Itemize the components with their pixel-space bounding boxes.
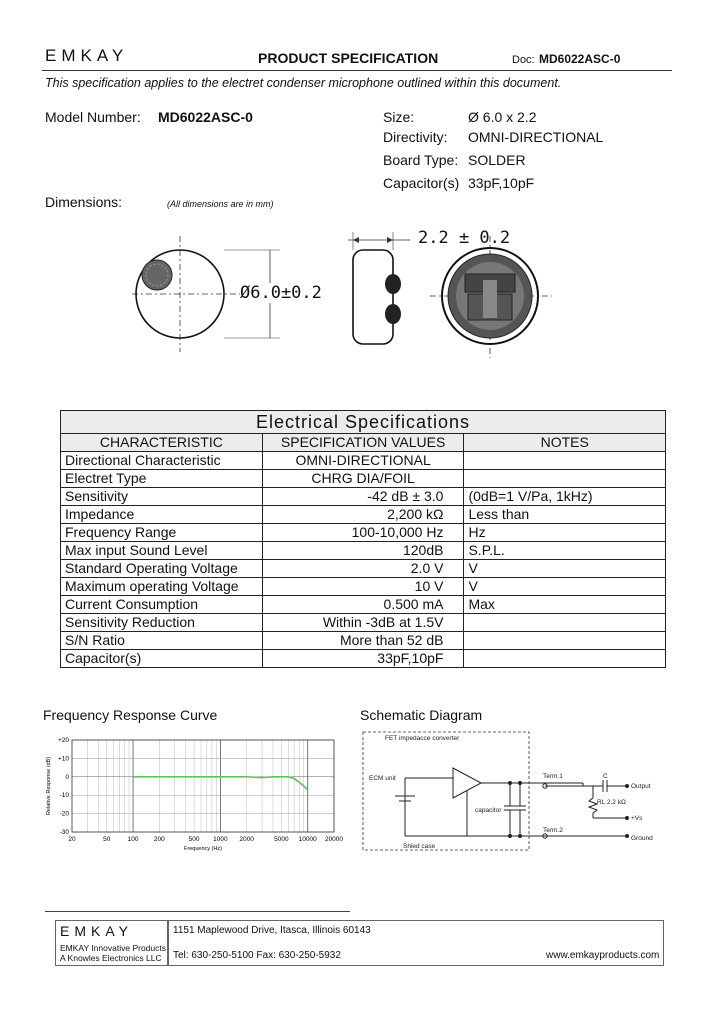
row-note: Hz [464,524,666,542]
spec-value-board: SOLDER [468,152,526,168]
x-tick-label: 500 [188,836,200,843]
row-characteristic: Max input Sound Level [61,542,263,560]
row-characteristic: Capacitor(s) [61,650,263,668]
doc-number: MD6022ASC-0 [539,52,621,66]
footer-website[interactable]: www.emkayproducts.com [546,950,660,961]
x-tick-label: 5000 [274,836,289,843]
row-characteristic: Directional Characteristic [61,452,263,470]
doc-label: Doc: [512,54,535,66]
row-value: Within -3dB at 1.5V [262,614,464,632]
c-label: C [603,773,608,780]
chart-ylabel: Relative Response (dB) [46,756,52,816]
row-value: CHRG DIA/FOIL [262,470,464,488]
schematic-title: Schematic Diagram [360,707,483,723]
mic-back-view [430,236,552,358]
spec-value-capacitors: 33pF,10pF [468,175,535,191]
electrical-spec-table [60,410,666,668]
x-tick-label: 1000 [213,836,228,843]
row-value: 33pF,10pF [262,650,464,668]
y-tick-label: 0 [65,773,69,781]
intro-text: This specification applies to the electret condenser microphone outlined within this document. [45,76,562,90]
row-characteristic: S/N Ratio [61,632,263,650]
x-tick-label: 10000 [298,836,317,843]
row-characteristic: Standard Operating Voltage [61,560,263,578]
col-header-notes: NOTES [464,434,666,452]
spec-key-directivity: Directivity: [383,129,448,145]
shield-case-box [363,732,529,850]
schematic-diagram [355,728,675,856]
table-row [61,560,666,578]
x-tick-label: 50 [103,836,111,843]
table-row [61,614,666,632]
row-note: V [464,578,666,596]
footer-line2: A Knowles Electronics LLC [60,953,162,963]
row-value: -42 dB ± 3.0 [262,488,464,506]
row-characteristic: Impedance [61,506,263,524]
row-characteristic: Frequency Range [61,524,263,542]
x-tick-label: 20000 [324,836,344,843]
x-tick-label: 2000 [239,836,254,843]
footer-rule [45,911,350,912]
plot-frame [72,740,334,832]
row-note [464,470,666,488]
row-note [464,452,666,470]
ecm-label: ECM unit [369,775,396,782]
row-value: 0.500 mA [262,596,464,614]
output-label: Output [631,783,651,790]
dimensions-label: Dimensions: [45,194,123,210]
row-characteristic: Sensitivity Reduction [61,614,263,632]
y-tick-label: -20 [59,810,69,818]
footer-address: 1151 Maplewood Drive, Itasca, Illinois 60143 [173,925,371,936]
dimensions-note: (All dimensions are in mm) [167,199,274,209]
row-note [464,650,666,668]
row-value: 2,200 kΩ [262,506,464,524]
page-title: PRODUCT SPECIFICATION [258,50,439,66]
term2-label: Term.2 [543,827,563,834]
table-row [61,542,666,560]
row-characteristic: Electret Type [61,470,263,488]
capacitor-label: capacitor [475,807,502,814]
y-tick-label: -10 [59,792,69,800]
row-value: 10 V [262,578,464,596]
frequency-chart [40,732,344,852]
row-note: Less than [464,506,666,524]
diameter-dimension: Ø6.0±0.2 [240,283,322,303]
row-characteristic: Sensitivity [61,488,263,506]
frequency-curve-title: Frequency Response Curve [43,707,218,723]
chart-xlabel: Frequency (Hz) [184,846,222,852]
spec-value-directivity: OMNI-DIRECTIONAL [468,129,604,145]
col-header-characteristic: CHARACTERISTIC [61,434,263,452]
brand-logo: EMKAY [45,46,129,65]
x-tick-label: 200 [153,836,165,843]
fet-label: FET impedacce converter [385,735,460,742]
table-row [61,650,666,668]
spec-value-size: Ø 6.0 x 2.2 [468,109,537,125]
table-row [61,452,666,470]
row-note: Max [464,596,666,614]
row-note: V [464,560,666,578]
row-value: 100-10,000 Hz [262,524,464,542]
chart-grid [72,740,334,832]
row-characteristic: Current Consumption [61,596,263,614]
row-value: More than 52 dB [262,632,464,650]
x-tick-label: 100 [127,836,139,843]
table-title: Electrical Specifications [61,411,666,434]
footer-brand: EMKAY [60,923,133,939]
y-tick-label: +20 [57,737,69,744]
footer-line1: EMKAY Innovative Products [60,943,166,953]
ground-label: Ground [631,835,653,842]
table-row [61,632,666,650]
y-tick-label: -30 [59,829,69,836]
shield-label: Shied case [403,843,436,850]
table-row [61,578,666,596]
spec-key-capacitors: Capacitor(s) [383,175,460,191]
model-label: Model Number: [45,109,141,125]
row-value: 120dB [262,542,464,560]
col-header-values: SPECIFICATION VALUES [262,434,464,452]
row-note [464,614,666,632]
vs-label: +Vs [631,815,643,822]
footer-phone: Tel: 630-250-5100 Fax: 630-250-5932 [173,950,341,961]
spec-key-size: Size: [383,109,415,125]
model-value: MD6022ASC-0 [158,109,253,125]
table-row [61,470,666,488]
row-value: 2.0 V [262,560,464,578]
x-tick-label: 20 [68,836,76,843]
row-note: S.P.L. [464,542,666,560]
length-dimension: 2.2 ± 0.2 [418,228,511,248]
y-tick-labels [58,737,69,836]
term1-label: Term.1 [543,773,563,780]
header-rule [42,70,672,71]
table-row [61,524,666,542]
table-row [61,596,666,614]
table-row [61,488,666,506]
mic-side-view [348,232,410,344]
row-value: OMNI-DIRECTIONAL [262,452,464,470]
table-row [61,506,666,524]
rl-label: RL 2.2 kΩ [597,799,626,806]
row-characteristic: Maximum operating Voltage [61,578,263,596]
row-note: (0dB=1 V/Pa, 1kHz) [464,488,666,506]
x-tick-labels [68,836,343,843]
y-tick-label: +10 [57,755,69,763]
spec-key-board: Board Type: [383,152,459,168]
row-note [464,632,666,650]
